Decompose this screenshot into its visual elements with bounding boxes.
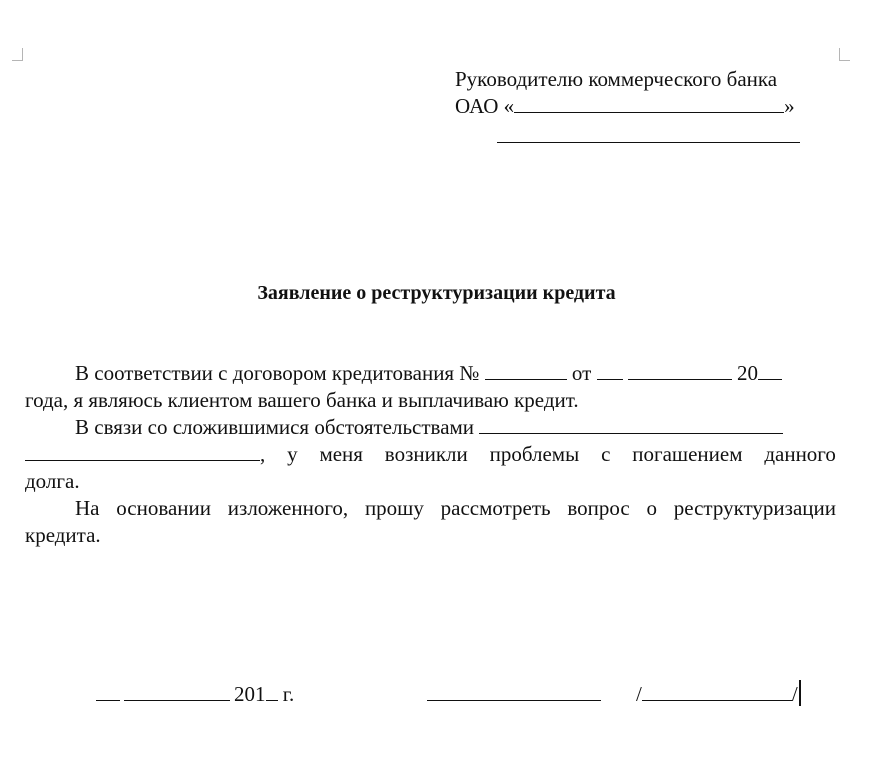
- p2-word: данного: [764, 442, 836, 466]
- contract-number-blank[interactable]: [485, 361, 567, 380]
- p3-word: рассмотреть: [440, 496, 551, 520]
- sign-day-blank[interactable]: [96, 682, 120, 701]
- p3-word: вопрос: [567, 496, 630, 520]
- sign-month-blank[interactable]: [124, 682, 230, 701]
- p2-word: проблемы: [489, 442, 580, 466]
- p2-word: меня: [319, 442, 363, 466]
- contract-month-blank[interactable]: [628, 361, 732, 380]
- p2-text-1: В связи со сложившимися обстоятельствами: [75, 415, 475, 439]
- contract-day-blank[interactable]: [597, 361, 623, 380]
- text-cursor: [799, 680, 801, 706]
- contract-year-blank[interactable]: [758, 361, 782, 380]
- bank-prefix: ОАО «: [455, 94, 515, 118]
- circumstances-blank-2[interactable]: [25, 442, 260, 461]
- document-title: Заявление о реструктуризации кредита: [257, 282, 616, 304]
- sign-year: 201 г.: [234, 682, 295, 706]
- paragraph-3-line-1: [25, 495, 836, 522]
- p3-word: изложенного,: [227, 496, 349, 520]
- p2-line2-start: ,: [25, 441, 265, 468]
- sign-year-blank[interactable]: [266, 682, 278, 701]
- paragraph-1-line-2: года, я являюсь клиентом вашего банка и выплачиваю кредит.: [25, 388, 579, 412]
- p2-word: с: [601, 442, 611, 466]
- bank-name-blank[interactable]: [514, 94, 784, 113]
- bank-suffix: »: [784, 94, 795, 118]
- paragraph-2-line-2: [25, 441, 836, 468]
- page-corner-top-right: [839, 48, 850, 61]
- name-field: / /: [636, 682, 798, 706]
- p2-word: у: [287, 442, 298, 466]
- paragraph-3-line-2: кредита.: [25, 523, 101, 547]
- p3-word: реструктуризации: [673, 496, 836, 520]
- addressee-block: [455, 66, 795, 120]
- paragraph-1-line-1: [25, 360, 836, 387]
- p1-text-1: В соответствии с договором кредитования №: [75, 361, 480, 385]
- p3-word: прошу: [364, 496, 424, 520]
- p3-word: основании: [116, 496, 212, 520]
- addressee-line-1: Руководителю коммерческого банка: [455, 67, 778, 91]
- paragraph-2-line-1: [25, 414, 836, 441]
- p1-text-2: от: [571, 361, 592, 385]
- page-corner-top-left: [12, 48, 23, 61]
- addressee-extra-blank[interactable]: [497, 142, 800, 143]
- p3-word: о: [646, 496, 657, 520]
- signature-row: [0, 682, 873, 712]
- circumstances-blank-1[interactable]: [479, 415, 783, 434]
- p3-word: На: [75, 496, 100, 520]
- p2-word: возникли: [384, 442, 468, 466]
- document-body: [25, 360, 836, 549]
- full-name-blank[interactable]: [642, 682, 792, 701]
- p1-text-3: 20: [737, 361, 759, 385]
- paragraph-2-line-3: долга.: [25, 469, 80, 493]
- addressee-line-2: [455, 93, 795, 120]
- p2-word: погашением: [632, 442, 743, 466]
- signature-blank[interactable]: [427, 682, 601, 701]
